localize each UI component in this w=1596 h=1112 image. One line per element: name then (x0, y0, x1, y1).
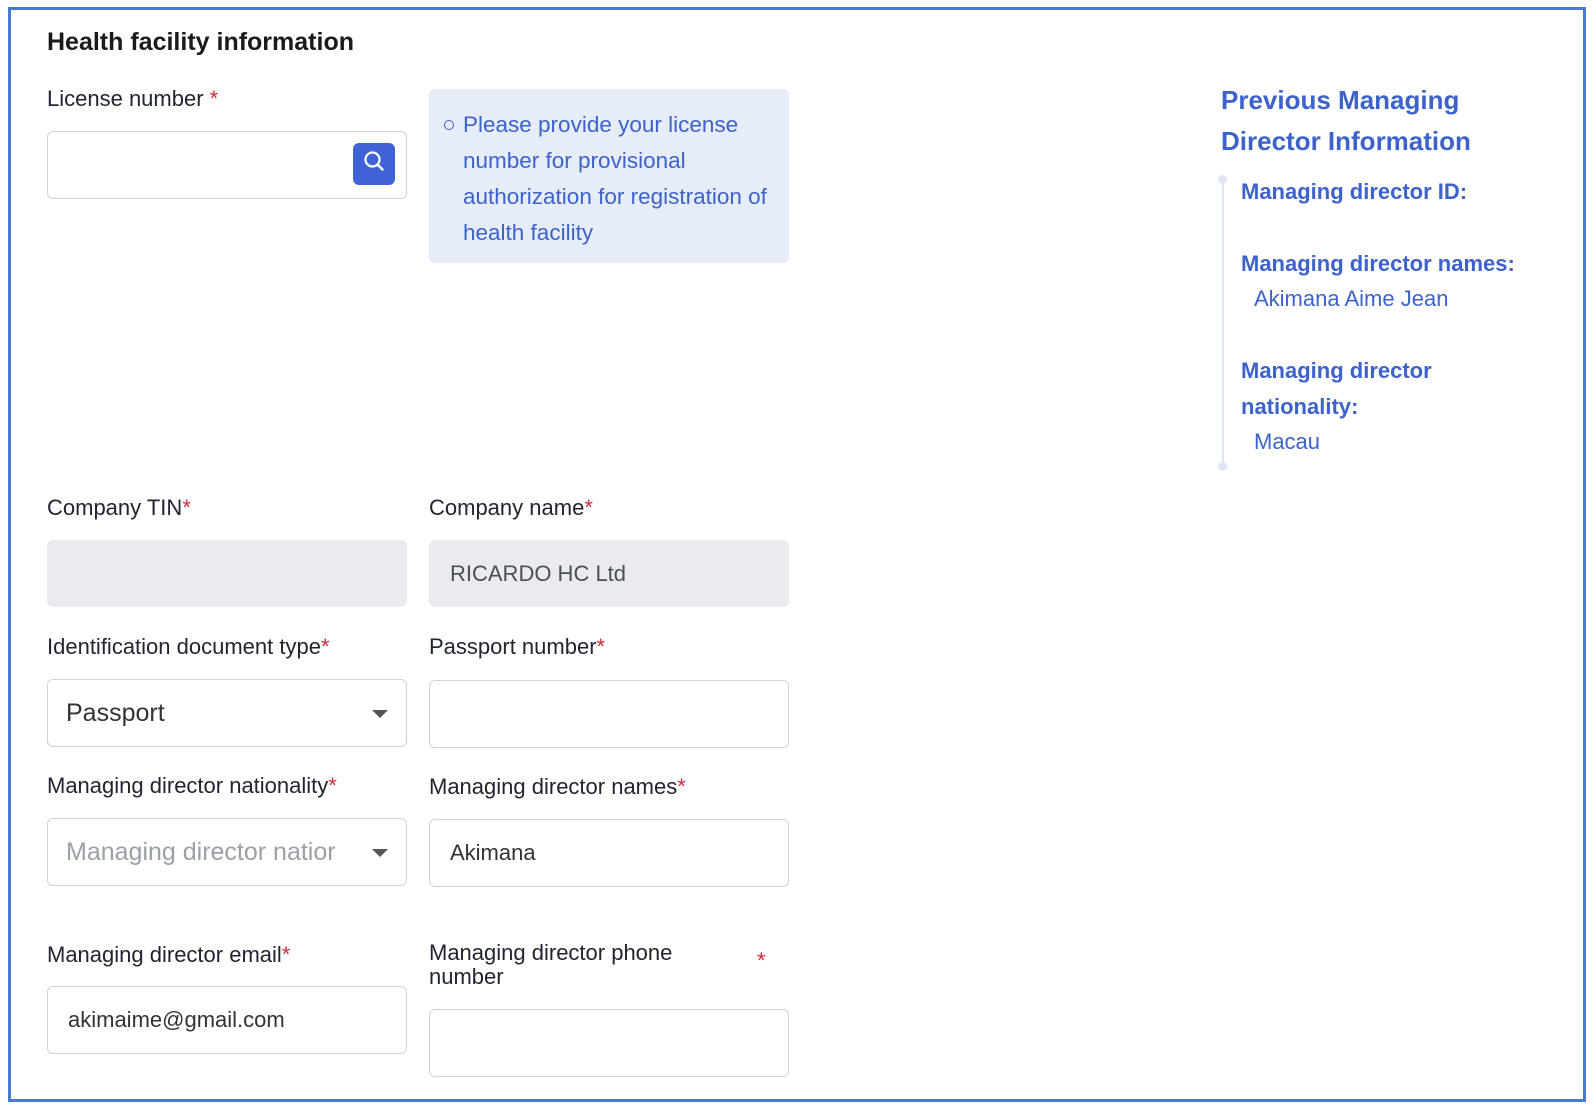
required-mark: * (182, 495, 191, 520)
chevron-down-icon (372, 849, 388, 857)
id-doc-type-selected: Passport (66, 698, 165, 727)
company-tin-label (47, 495, 191, 521)
timeline-dot-bottom (1218, 462, 1227, 471)
md-phone-label (429, 941, 672, 989)
passport-number-label-text: Passport number (429, 634, 597, 659)
previous-md-nationality-label-line1: Managing director (1241, 358, 1432, 383)
previous-md-names-value: Akimana Aime Jean (1254, 286, 1449, 311)
md-phone-label-line1: Managing director phone (429, 940, 673, 965)
required-mark: * (209, 86, 219, 111)
required-mark: * (677, 774, 686, 799)
chevron-down-icon (372, 710, 388, 718)
md-nationality-label-text: Managing director nationality (47, 773, 329, 798)
md-names-value: Akimana (450, 840, 536, 865)
license-search-button[interactable] (353, 143, 395, 185)
info-dot-icon (444, 120, 454, 130)
required-mark: * (596, 634, 606, 659)
license-info-text: Please provide your license number for provisional authorization for registration of health facility (463, 112, 767, 245)
id-doc-type-label-text: Identification document type (47, 634, 321, 659)
timeline-dot-top (1218, 175, 1227, 184)
license-info-box (429, 89, 789, 263)
md-phone-input[interactable] (429, 1009, 789, 1077)
previous-md-id-label: Managing director ID: (1241, 179, 1468, 204)
md-phone-label-line2: number (429, 964, 504, 989)
md-names-input[interactable] (429, 819, 789, 887)
license-number-input[interactable] (47, 131, 407, 199)
id-doc-type-select[interactable] (47, 679, 407, 747)
previous-md-nationality-label-line2: nationality: (1241, 394, 1359, 419)
previous-md-nationality-value: Macau (1254, 429, 1321, 454)
id-doc-type-label (47, 634, 330, 660)
md-email-value: akimaime@gmail.com (68, 1007, 285, 1032)
md-email-label-text: Managing director email (47, 942, 282, 967)
passport-number-input[interactable] (429, 680, 789, 748)
license-number-label (47, 86, 218, 112)
md-nationality-placeholder: Managing director natior (66, 837, 336, 866)
company-tin-label-text: Company TIN (47, 495, 183, 520)
md-email-label (47, 942, 290, 968)
company-name-value: RICARDO HC Ltd (450, 560, 627, 586)
company-name-input (429, 540, 789, 607)
md-names-label-text: Managing director names (429, 774, 678, 799)
previous-md-names-label: Managing director names: (1241, 251, 1515, 276)
md-nationality-label (47, 773, 337, 799)
md-names-label (429, 774, 686, 800)
company-name-label-text: Company name (429, 495, 585, 520)
previous-md-title: Previous Managing Director Information (1221, 85, 1471, 156)
required-mark: * (328, 773, 337, 798)
company-name-label (429, 495, 593, 521)
timeline-line (1222, 180, 1224, 468)
md-email-input[interactable] (47, 986, 407, 1054)
section-title: Health facility information (47, 28, 354, 56)
required-mark: * (584, 495, 593, 520)
previous-md-nationality-label (1241, 353, 1432, 425)
search-icon (362, 149, 386, 179)
passport-number-label (429, 634, 605, 660)
company-tin-input (47, 540, 407, 607)
md-nationality-select[interactable] (47, 818, 407, 886)
license-number-label-text: License number (47, 86, 204, 111)
required-mark: * (320, 634, 330, 659)
required-mark: * (757, 948, 766, 973)
required-mark: * (281, 942, 291, 967)
